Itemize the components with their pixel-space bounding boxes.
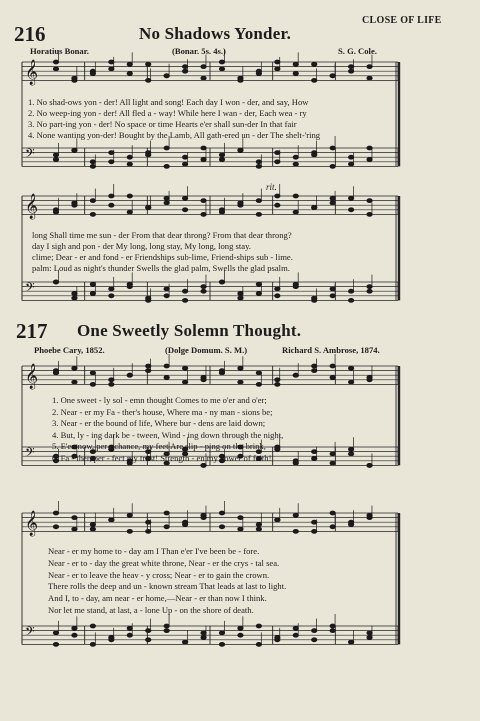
- note-head: [330, 146, 335, 150]
- hymn-216-verses-system-2: [32, 230, 293, 274]
- note-head: [127, 210, 132, 214]
- note-head: [312, 629, 317, 633]
- note-head: [367, 513, 372, 517]
- note-head: [367, 158, 372, 162]
- note-head: [367, 285, 372, 289]
- note-head: [72, 148, 77, 152]
- note-head: [349, 162, 354, 166]
- note-head: [183, 380, 188, 384]
- hymn-217-title: One Sweetly Solemn Thought.: [77, 321, 302, 340]
- note-head: [330, 461, 335, 465]
- note-head: [293, 530, 298, 534]
- note-head: [201, 146, 206, 150]
- note-head: [312, 153, 317, 157]
- note-head: [127, 155, 132, 159]
- note-head: [109, 151, 114, 155]
- note-head: [219, 631, 224, 635]
- note-head: [72, 296, 77, 300]
- note-head: [312, 79, 317, 83]
- note-head: [330, 294, 335, 298]
- verse-line: 1. One sweet - ly sol - emn thought Comes to me o'er and o'er;: [52, 395, 267, 405]
- note-head: [275, 151, 280, 155]
- hymn-216-verses-system-1: [28, 97, 320, 141]
- note-head: [164, 525, 169, 529]
- verse-line: 3. Near - er the bound of life, Where bur - dens are laid down;: [52, 418, 266, 429]
- verse-line: Near - er to leave the heav - y cross; Near - er to gain the crown.: [48, 569, 270, 580]
- note-head: [72, 527, 77, 531]
- note-head: [330, 287, 335, 291]
- note-head: [127, 633, 132, 637]
- note-head: [330, 201, 335, 205]
- note-head: [72, 292, 77, 296]
- note-head: [293, 155, 298, 159]
- note-head: [312, 450, 317, 454]
- note-head: [109, 383, 114, 387]
- note-head: [349, 289, 354, 293]
- note-head: [164, 376, 169, 380]
- note-head: [293, 194, 298, 198]
- note-head: [72, 633, 77, 637]
- note-head: [109, 203, 114, 207]
- note-head: [53, 67, 58, 71]
- verse-line: Near - er my home to - day am I Than e'er I've been be - fore.: [48, 546, 260, 556]
- note-head: [201, 65, 206, 69]
- note-head: [275, 194, 280, 198]
- hymn-216-title: No Shadows Yonder.: [139, 24, 292, 43]
- treble-clef-icon: 𝄞: [25, 364, 39, 389]
- note-head: [330, 624, 335, 628]
- note-head: [72, 516, 77, 520]
- note-head: [53, 210, 58, 214]
- note-head: [367, 65, 372, 69]
- note-head: [90, 213, 95, 217]
- note-head: [201, 199, 206, 203]
- note-head: [293, 373, 298, 377]
- note-head: [146, 530, 151, 534]
- note-head: [201, 636, 206, 640]
- note-head: [349, 69, 354, 73]
- verse-line: 1. No shad-ows yon - der! All light and song! Each day I won - der, and say, How: [28, 97, 309, 107]
- note-head: [146, 296, 151, 300]
- note-head: [275, 203, 280, 207]
- note-head: [312, 520, 317, 524]
- note-head: [219, 60, 224, 64]
- verse-line: long Shall time me sun - der From that dear throng? From that dear throng?: [32, 230, 292, 240]
- note-head: [293, 513, 298, 517]
- note-head: [164, 629, 169, 633]
- note-head: [330, 165, 335, 169]
- note-head: [219, 643, 224, 647]
- note-head: [349, 380, 354, 384]
- verse-line: 2. Near - er my Fa - ther's house, Where ma - ny man - sions be;: [52, 406, 273, 417]
- note-head: [349, 299, 354, 303]
- note-head: [219, 210, 224, 214]
- note-head: [183, 366, 188, 370]
- note-head: [293, 626, 298, 630]
- verse-line: There rolls the deep and un - known stream That leads at last to light.: [48, 581, 287, 592]
- note-head: [201, 158, 206, 162]
- note-head: [219, 280, 224, 284]
- treble-clef-icon: 𝄞: [25, 60, 39, 85]
- note-head: [53, 511, 58, 515]
- hymn-216-composer: S. G. Cole.: [338, 46, 377, 56]
- verse-line: Nor let me stand, at last, a - lone Up - on the shore of death.: [48, 604, 254, 615]
- note-head: [275, 60, 280, 64]
- note-head: [312, 62, 317, 66]
- note-head: [201, 76, 206, 80]
- note-head: [146, 638, 151, 642]
- note-head: [256, 213, 261, 217]
- hymn-217-verses-system-1: [52, 395, 283, 465]
- note-head: [219, 158, 224, 162]
- bass-clef-icon: 𝄢: [25, 146, 35, 164]
- note-head: [127, 162, 132, 166]
- note-head: [201, 289, 206, 293]
- note-head: [127, 513, 132, 517]
- note-head: [293, 72, 298, 76]
- note-head: [146, 206, 151, 210]
- note-head: [367, 289, 372, 293]
- verse-line: 4. But, ly - ing dark be - tween, Wind - ing down through the night,: [52, 429, 284, 440]
- note-head: [53, 158, 58, 162]
- note-head: [256, 69, 261, 73]
- note-head: [256, 165, 261, 169]
- note-head: [256, 383, 261, 387]
- note-head: [164, 287, 169, 291]
- note-head: [256, 282, 261, 286]
- note-head: [201, 213, 206, 217]
- note-head: [275, 287, 280, 291]
- note-head: [53, 631, 58, 635]
- verse-line: palm: Loud as night's thunder Swells the glad palm, Swells the glad psalm.: [32, 263, 290, 273]
- note-head: [275, 383, 280, 387]
- note-head: [312, 457, 317, 461]
- note-head: [238, 633, 243, 637]
- note-head: [275, 636, 280, 640]
- note-head: [72, 201, 77, 205]
- note-head: [72, 380, 77, 384]
- verse-line: Near - er to - day the great white throne, Near - er the crys - tal sea.: [48, 557, 280, 568]
- note-head: [109, 67, 114, 71]
- bass-clef-icon: 𝄢: [25, 624, 35, 642]
- note-head: [238, 380, 243, 384]
- note-head: [312, 638, 317, 642]
- verse-line: 5. E'en now, per - chance, my feet Are slip - ping on the brink,: [52, 441, 266, 452]
- note-head: [293, 62, 298, 66]
- note-head: [367, 631, 372, 635]
- note-head: [256, 371, 261, 375]
- note-head: [367, 76, 372, 80]
- note-head: [219, 511, 224, 515]
- treble-clef-icon: 𝄞: [25, 194, 39, 219]
- note-head: [109, 294, 114, 298]
- note-head: [275, 294, 280, 298]
- note-head: [238, 79, 243, 83]
- note-head: [127, 62, 132, 66]
- note-head: [293, 633, 298, 637]
- note-head: [367, 464, 372, 468]
- note-head: [109, 287, 114, 291]
- note-head: [127, 194, 132, 198]
- note-head: [275, 67, 280, 71]
- note-head: [256, 160, 261, 164]
- note-head: [183, 162, 188, 166]
- section-heading: CLOSE OF LIFE: [362, 15, 442, 26]
- note-head: [349, 196, 354, 200]
- hymn-216-tune: (Bonar. 5s. 4s.): [172, 46, 226, 56]
- note-head: [330, 525, 335, 529]
- note-head: [275, 160, 280, 164]
- note-head: [293, 459, 298, 463]
- note-head: [256, 199, 261, 203]
- note-head: [367, 378, 372, 382]
- note-head: [238, 527, 243, 531]
- note-head: [201, 378, 206, 382]
- note-head: [349, 208, 354, 212]
- note-head: [164, 511, 169, 515]
- note-head: [312, 530, 317, 534]
- bass-clef-icon: 𝄢: [25, 445, 35, 463]
- verse-line: clime; Dear - er and fond - er Friendships sub-lime, Friend-ships sub - lime.: [32, 252, 293, 262]
- note-head: [90, 199, 95, 203]
- note-head: [164, 364, 169, 368]
- note-head: [183, 299, 188, 303]
- verse-line: day I sigh and pon - der My long, long stay, My long, long stay.: [32, 241, 251, 251]
- note-head: [330, 629, 335, 633]
- verse-line: 4. None wanting yon-der! Bought by the Lamb, All gath-ered un - der The shelt-'ring: [28, 130, 321, 140]
- note-head: [201, 285, 206, 289]
- note-head: [127, 72, 132, 76]
- note-head: [293, 210, 298, 214]
- note-head: [164, 294, 169, 298]
- hymn-216-number: 216: [14, 22, 46, 46]
- note-head: [312, 364, 317, 368]
- note-head: [90, 383, 95, 387]
- note-head: [201, 513, 206, 517]
- note-head: [238, 626, 243, 630]
- note-head: [127, 285, 132, 289]
- note-head: [367, 213, 372, 217]
- note-head: [330, 196, 335, 200]
- note-head: [293, 285, 298, 289]
- note-head: [183, 640, 188, 644]
- note-head: [349, 640, 354, 644]
- note-head: [238, 148, 243, 152]
- note-head: [90, 643, 95, 647]
- note-head: [330, 364, 335, 368]
- hymn-217-tune: (Dolge Domum. S. M.): [165, 345, 248, 355]
- note-head: [127, 373, 132, 377]
- note-head: [219, 525, 224, 529]
- note-head: [256, 624, 261, 628]
- note-head: [293, 162, 298, 166]
- note-head: [183, 196, 188, 200]
- note-head: [275, 378, 280, 382]
- note-head: [164, 74, 169, 78]
- note-head: [330, 74, 335, 78]
- note-head: [312, 369, 317, 373]
- hymn-216-author: Horatius Bonar.: [30, 46, 89, 56]
- note-head: [312, 296, 317, 300]
- note-head: [238, 201, 243, 205]
- note-head: [367, 199, 372, 203]
- note-head: [219, 153, 224, 157]
- hymn-217-composer: Richard S. Ambrose, 1874.: [282, 345, 380, 355]
- note-head: [90, 282, 95, 286]
- note-head: [164, 196, 169, 200]
- note-head: [219, 369, 224, 373]
- note-head: [312, 206, 317, 210]
- note-head: [330, 376, 335, 380]
- note-head: [146, 62, 151, 66]
- note-head: [53, 643, 58, 647]
- treble-clef-icon: 𝄞: [25, 511, 39, 536]
- note-head: [164, 624, 169, 628]
- note-head: [90, 624, 95, 628]
- note-head: [109, 160, 114, 164]
- ritardando-mark: rit.: [266, 182, 277, 192]
- note-head: [330, 452, 335, 456]
- note-head: [349, 155, 354, 159]
- note-head: [53, 525, 58, 529]
- note-head: [330, 511, 335, 515]
- note-head: [90, 292, 95, 296]
- note-head: [183, 69, 188, 73]
- hymn-217-verses-system-2: [48, 546, 286, 617]
- note-head: [183, 523, 188, 527]
- note-head: [275, 518, 280, 522]
- verse-line: 6. Fa - ther, per - fect my trust! Strength - en my power of faith!: [52, 452, 272, 463]
- note-head: [256, 523, 261, 527]
- note-head: [127, 530, 132, 534]
- note-head: [256, 292, 261, 296]
- note-head: [90, 523, 95, 527]
- note-head: [109, 518, 114, 522]
- hymn-217-author: Phoebe Cary, 1852.: [34, 345, 105, 355]
- note-head: [183, 208, 188, 212]
- note-head: [90, 527, 95, 531]
- note-head: [146, 79, 151, 83]
- note-head: [238, 366, 243, 370]
- note-head: [146, 629, 151, 633]
- note-head: [146, 369, 151, 373]
- verse-line: And I, to - day, am near - er home,—Near - er than now I think.: [48, 593, 267, 604]
- note-head: [219, 67, 224, 71]
- hymn-217-number: 217: [16, 319, 48, 343]
- verse-line: 3. No part-ing yon - der! No space or time Hearts e'er shall sun-der In that fair: [28, 119, 297, 129]
- note-head: [201, 631, 206, 635]
- note-head: [256, 643, 261, 647]
- note-head: [90, 69, 95, 73]
- note-head: [109, 636, 114, 640]
- note-head: [146, 153, 151, 157]
- note-head: [109, 194, 114, 198]
- note-head: [238, 292, 243, 296]
- note-head: [146, 364, 151, 368]
- note-head: [109, 60, 114, 64]
- note-head: [164, 165, 169, 169]
- note-head: [349, 447, 354, 451]
- note-head: [164, 146, 169, 150]
- note-head: [367, 636, 372, 640]
- bass-clef-icon: 𝄢: [25, 280, 35, 298]
- note-head: [53, 60, 58, 64]
- note-head: [53, 280, 58, 284]
- note-head: [238, 516, 243, 520]
- note-head: [72, 79, 77, 83]
- note-head: [127, 626, 132, 630]
- note-head: [256, 527, 261, 531]
- note-head: [183, 289, 188, 293]
- note-head: [109, 378, 114, 382]
- note-head: [238, 296, 243, 300]
- note-head: [53, 369, 58, 373]
- note-head: [367, 146, 372, 150]
- note-head: [164, 201, 169, 205]
- note-head: [90, 371, 95, 375]
- note-head: [183, 65, 188, 69]
- note-head: [90, 165, 95, 169]
- note-head: [72, 366, 77, 370]
- verse-line: 2. No weep-ing yon - der! All fled a - way! While here I wan - der, Each wea - ry: [28, 108, 307, 118]
- note-head: [90, 160, 95, 164]
- note-head: [146, 520, 151, 524]
- note-head: [53, 153, 58, 157]
- note-head: [349, 452, 354, 456]
- note-head: [349, 366, 354, 370]
- note-head: [349, 65, 354, 69]
- note-head: [72, 626, 77, 630]
- note-head: [183, 155, 188, 159]
- note-head: [349, 523, 354, 527]
